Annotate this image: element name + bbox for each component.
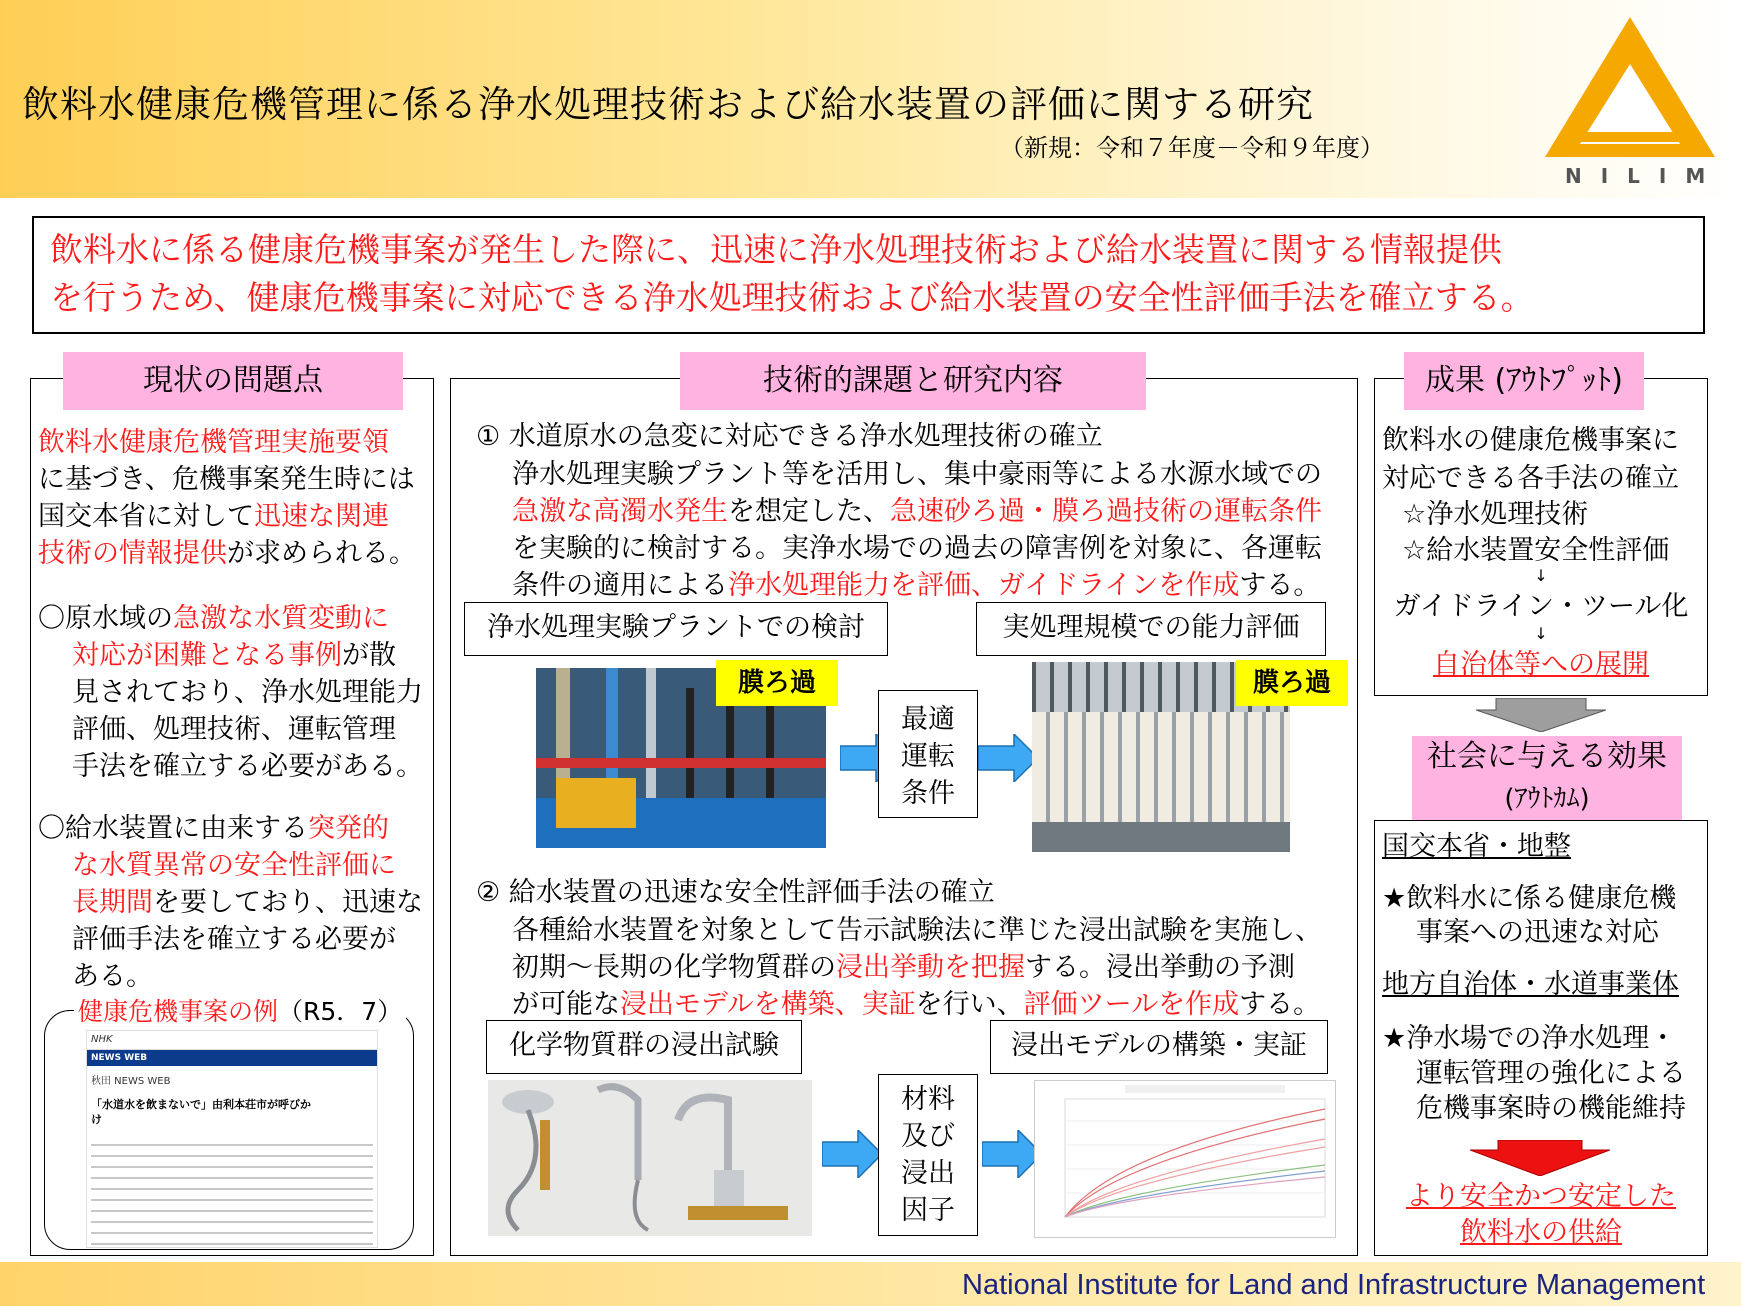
example-heading	[74, 992, 406, 1028]
issue-paragraph-2	[38, 600, 423, 785]
section-1-body	[512, 456, 1322, 604]
section-2-body	[512, 912, 1322, 1023]
s1-text: 条件の適用による	[512, 570, 728, 601]
example-date: （R5．7）	[278, 997, 403, 1026]
arrow-right-icon	[978, 734, 1040, 782]
local-item: 危機事案時の機能維持	[1416, 1093, 1686, 1124]
issue-2-text: 対応が困難となる事例	[72, 640, 342, 671]
down-arrow-icon: ↓	[1534, 624, 1548, 643]
nilim-logo	[1540, 12, 1720, 187]
s1-text: 浄水処理能力を評価、ガイドラインを作成	[728, 570, 1240, 601]
output-line: ガイドライン・ツール化	[1393, 591, 1689, 622]
plant-study-box: 浄水処理実験プラントでの検討	[464, 602, 888, 656]
s2-text: 評価ツールを作成	[1023, 989, 1240, 1020]
factor-text: 及び	[901, 1121, 955, 1152]
output-label: 成果 (ｱｳﾄﾌﾟｯﾄ)	[1404, 352, 1644, 410]
s1-line: を実験的に検討する。実浄水場での過去の障害例を対象に、各運転	[512, 533, 1322, 564]
logo-text: NILIM	[1565, 164, 1725, 188]
news-nhk-logo: NHK	[87, 1031, 377, 1050]
output-line: 飲料水の健康危機事案に	[1382, 425, 1679, 456]
down-arrow-icon: ↓	[1534, 566, 1548, 585]
issue-3-text: 長期間	[72, 887, 153, 918]
research-period: （新規：令和７年度－令和９年度）	[1000, 134, 1384, 162]
s1-line: 浄水処理実験プラント等を活用し、集中豪雨等による水源水域での	[512, 459, 1322, 490]
s2-text: を行い、	[915, 989, 1024, 1020]
factor-text: 浸出	[901, 1158, 955, 1189]
optimal-text: 運転	[901, 741, 955, 772]
membrane-tag-1: 膜ろ過	[716, 660, 838, 706]
s2-text: する。浸出挙動の予測	[1025, 952, 1295, 983]
issue-3-text: 評価手法を確立する必要が	[72, 924, 396, 955]
news-screenshot	[86, 1030, 378, 1248]
issue-2-text: が散	[342, 640, 396, 671]
mlit-heading: 国交本省・地整	[1382, 831, 1571, 862]
effect-label-line: 社会に与える効果	[1427, 739, 1667, 774]
effect-label	[1412, 736, 1682, 822]
factor-box	[878, 1074, 978, 1236]
footer-org: National Institute for Land and Infrastructure Management	[962, 1269, 1706, 1301]
issue-1-text: 飲料水健康危機管理実施要領	[38, 427, 389, 458]
news-body-lines	[91, 1135, 373, 1245]
mlit-item: ★飲料水に係る健康危機	[1382, 883, 1677, 914]
issue-2-text: 〇原水域の	[38, 603, 173, 634]
final-outcome: 飲料水の供給	[1460, 1217, 1622, 1248]
issue-paragraph-3	[38, 810, 423, 995]
factor-text: 材料	[901, 1084, 955, 1115]
goal-line-1: 飲料水に係る健康危機事案が発生した際に、迅速に浄水処理技術および給水装置に関する情報提供	[50, 230, 1502, 269]
factor-text: 因子	[901, 1195, 955, 1226]
output-line: ☆給水装置安全性評価	[1402, 535, 1670, 566]
s2-text: 浸出挙動を把握	[836, 952, 1025, 983]
optimal-condition-box	[878, 690, 978, 818]
news-region: 秋田 NEWS WEB	[91, 1076, 171, 1087]
scale-eval-box: 実処理規模での能力評価	[976, 602, 1326, 656]
news-site-bar: NEWS WEB	[87, 1050, 377, 1066]
arrow-right-icon	[822, 1130, 884, 1178]
example-label: 健康危機事案の例	[78, 997, 279, 1026]
leach-model-graph	[1034, 1080, 1336, 1238]
s1-text: を想定した、	[728, 496, 890, 527]
local-item: 運転管理の強化による	[1416, 1058, 1686, 1089]
s1-text: 急速砂ろ過・膜ろ過技術の運転条件	[890, 496, 1322, 527]
final-outcome: より安全かつ安定した	[1406, 1181, 1676, 1212]
s2-text: する。	[1239, 989, 1321, 1020]
issue-1-text: 国交本省に対して	[38, 501, 254, 532]
current-issues-label: 現状の問題点	[63, 352, 403, 410]
issue-1-text: が求められる。	[227, 538, 416, 569]
s2-line: 各種給水装置を対象として告示試験法に準じた浸出試験を実施し、	[512, 915, 1322, 946]
issue-2-text: 評価、処理技術、運転管理	[72, 714, 396, 745]
issue-1-text: に基づき、危機事案発生時には	[38, 464, 415, 495]
issue-1-text: 技術の情報提供	[38, 538, 227, 569]
faucet-photo	[488, 1080, 812, 1236]
grey-down-arrow-icon	[1476, 698, 1606, 732]
issue-paragraph-1	[38, 424, 416, 572]
issue-3-text: 突発的	[308, 813, 389, 844]
issue-3-text: 〇給水装置に由来する	[38, 813, 308, 844]
s1-text: 急激な高濁水発生	[512, 496, 728, 527]
local-heading: 地方自治体・水道事業体	[1382, 969, 1679, 1000]
output-line: 対応できる各手法の確立	[1382, 463, 1679, 494]
effect-label-line: (ｱｳﾄｶﾑ)	[1504, 784, 1590, 814]
issue-2-text: 手法を確立する必要がある。	[72, 751, 423, 782]
section-2-title: ② 給水装置の迅速な安全性評価手法の確立	[476, 877, 995, 908]
issue-3-text: を要しており、迅速な	[153, 887, 423, 918]
issue-2-text: 急激な水質変動に	[173, 603, 389, 634]
output-line: ☆浄水処理技術	[1402, 499, 1589, 530]
s2-text: 浸出モデルを構築、実証	[620, 989, 916, 1020]
research-label: 技術的課題と研究内容	[680, 352, 1146, 410]
leach-test-box: 化学物質群の浸出試験	[486, 1020, 802, 1074]
optimal-text: 最適	[901, 704, 955, 735]
s2-text: が可能な	[512, 989, 620, 1020]
s1-text: する。	[1239, 570, 1321, 601]
issue-3-text: な水質異常の安全性評価に	[72, 850, 396, 881]
news-headline	[87, 1087, 377, 1127]
issue-1-text: 迅速な関連	[254, 501, 389, 532]
page-title: 飲料水健康危機管理に係る浄水処理技術および給水装置の評価に関する研究	[22, 83, 1314, 126]
red-down-arrow-icon	[1470, 1140, 1610, 1176]
local-item: ★浄水場での浄水処理・	[1382, 1023, 1677, 1054]
model-box: 浸出モデルの構築・実証	[990, 1020, 1328, 1074]
goal-statement	[32, 216, 1705, 334]
news-headline-line: 「水道水を飲まないで」由利本荘市が呼びか	[91, 1098, 311, 1111]
section-1-title: ① 水道原水の急変に対応できる浄水処理技術の確立	[476, 421, 1103, 452]
news-headline-line: け	[91, 1113, 102, 1126]
optimal-text: 条件	[901, 778, 955, 809]
issue-2-text: 見されており、浄水処理能力	[72, 677, 423, 708]
s2-text: 初期～長期の化学物質群の	[512, 952, 836, 983]
output-line: 自治体等への展開	[1433, 649, 1649, 680]
mlit-item: 事案への迅速な対応	[1416, 917, 1659, 948]
goal-line-2: を行うため、健康危機事案に対応できる浄水処理技術および給水装置の安全性評価手法を確立する。	[50, 278, 1534, 317]
issue-3-text: ある。	[72, 961, 153, 992]
membrane-tag-2: 膜ろ過	[1236, 660, 1348, 706]
